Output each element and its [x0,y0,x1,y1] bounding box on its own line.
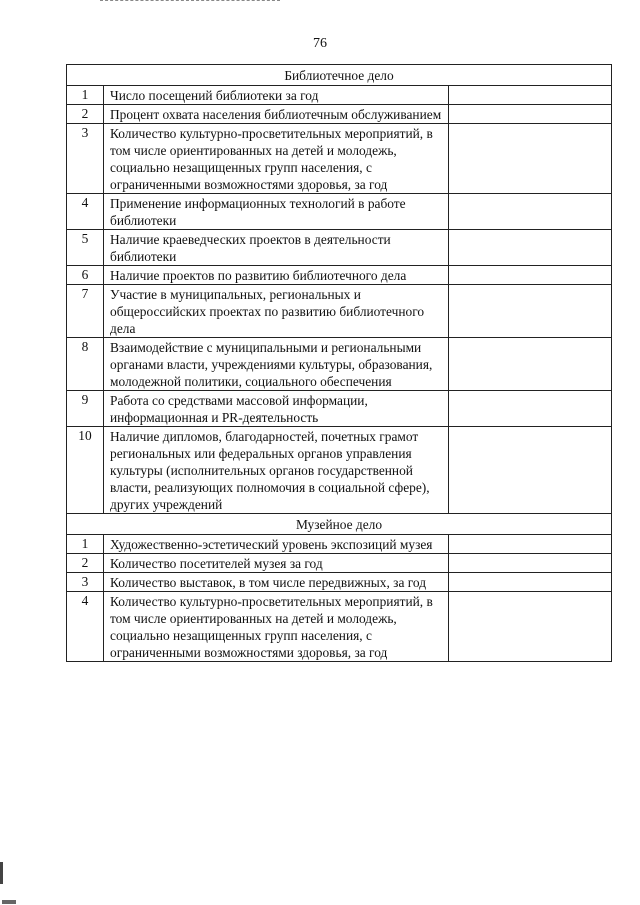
row-value-cell [449,285,612,338]
row-value-cell [449,105,612,124]
row-criterion: Число посещений библиотеки за год [104,86,449,105]
table-row [67,535,612,554]
row-value-cell [449,391,612,427]
row-number: 8 [67,338,104,391]
row-criterion: Наличие дипломов, благодарностей, почетных грамот региональных или федеральных органов управления культуры (исполнительных органов государственной власти, реализующих полномочия в социальной сфере), других учреждений [104,427,449,514]
row-number: 1 [67,535,104,554]
row-number: 2 [67,554,104,573]
scan-artifact-line [100,0,280,4]
scan-edge-mark [0,862,3,884]
row-criterion: Процент охвата населения библиотечным обслуживанием [104,105,449,124]
row-value-cell [449,535,612,554]
row-criterion: Количество выставок, в том числе передвижных, за год [104,573,449,592]
row-criterion: Количество культурно-просветительных мероприятий, в том числе ориентированных на детей и молодежь, социально незащищенных групп населения, с ограниченными возможностями здоровья, за год [104,124,449,194]
row-value-cell [449,230,612,266]
row-value-cell [449,124,612,194]
row-criterion: Количество посетителей музея за год [104,554,449,573]
table-row [67,105,612,124]
row-criterion: Применение информационных технологий в работе библиотеки [104,194,449,230]
row-criterion: Художественно-эстетический уровень экспозиций музея [104,535,449,554]
table-row [67,427,612,514]
table-row [67,124,612,194]
criteria-table [66,64,612,662]
row-value-cell [449,86,612,105]
table-row [67,592,612,662]
row-criterion: Работа со средствами массовой информации, информационная и PR-деятельность [104,391,449,427]
row-number: 3 [67,573,104,592]
row-criterion: Участие в муниципальных, региональных и общероссийских проектах по развитию библиотечного дела [104,285,449,338]
section-title: Музейное дело [67,514,612,535]
row-value-cell [449,592,612,662]
row-number: 3 [67,124,104,194]
row-value-cell [449,194,612,230]
section-header-row [67,514,612,535]
table-row [67,194,612,230]
row-number: 7 [67,285,104,338]
row-value-cell [449,427,612,514]
row-number: 1 [67,86,104,105]
row-number: 9 [67,391,104,427]
row-criterion: Взаимодействие с муниципальными и региональными органами власти, учреждениями культуры, образования, молодежной политики, социального обеспечения [104,338,449,391]
row-value-cell [449,573,612,592]
table-row [67,338,612,391]
table-row [67,285,612,338]
row-number: 2 [67,105,104,124]
row-value-cell [449,338,612,391]
page-number: 76 [313,36,327,51]
row-number: 6 [67,266,104,285]
table-row [67,573,612,592]
row-value-cell [449,554,612,573]
section-header-row [67,65,612,86]
table-row [67,554,612,573]
row-number: 5 [67,230,104,266]
section-title: Библиотечное дело [67,65,612,86]
table-row [67,230,612,266]
row-value-cell [449,266,612,285]
row-number: 10 [67,427,104,514]
row-criterion: Наличие проектов по развитию библиотечного дела [104,266,449,285]
row-criterion: Количество культурно-просветительных мероприятий, в том числе ориентированных на детей и молодежь, социально незащищенных групп населения, с ограниченными возможностями здоровья, за год [104,592,449,662]
scan-corner-mark [2,900,16,904]
row-number: 4 [67,592,104,662]
row-criterion: Наличие краеведческих проектов в деятельности библиотеки [104,230,449,266]
table-row [67,391,612,427]
criteria-table-container [66,64,611,662]
table-row [67,266,612,285]
row-number: 4 [67,194,104,230]
table-row [67,86,612,105]
